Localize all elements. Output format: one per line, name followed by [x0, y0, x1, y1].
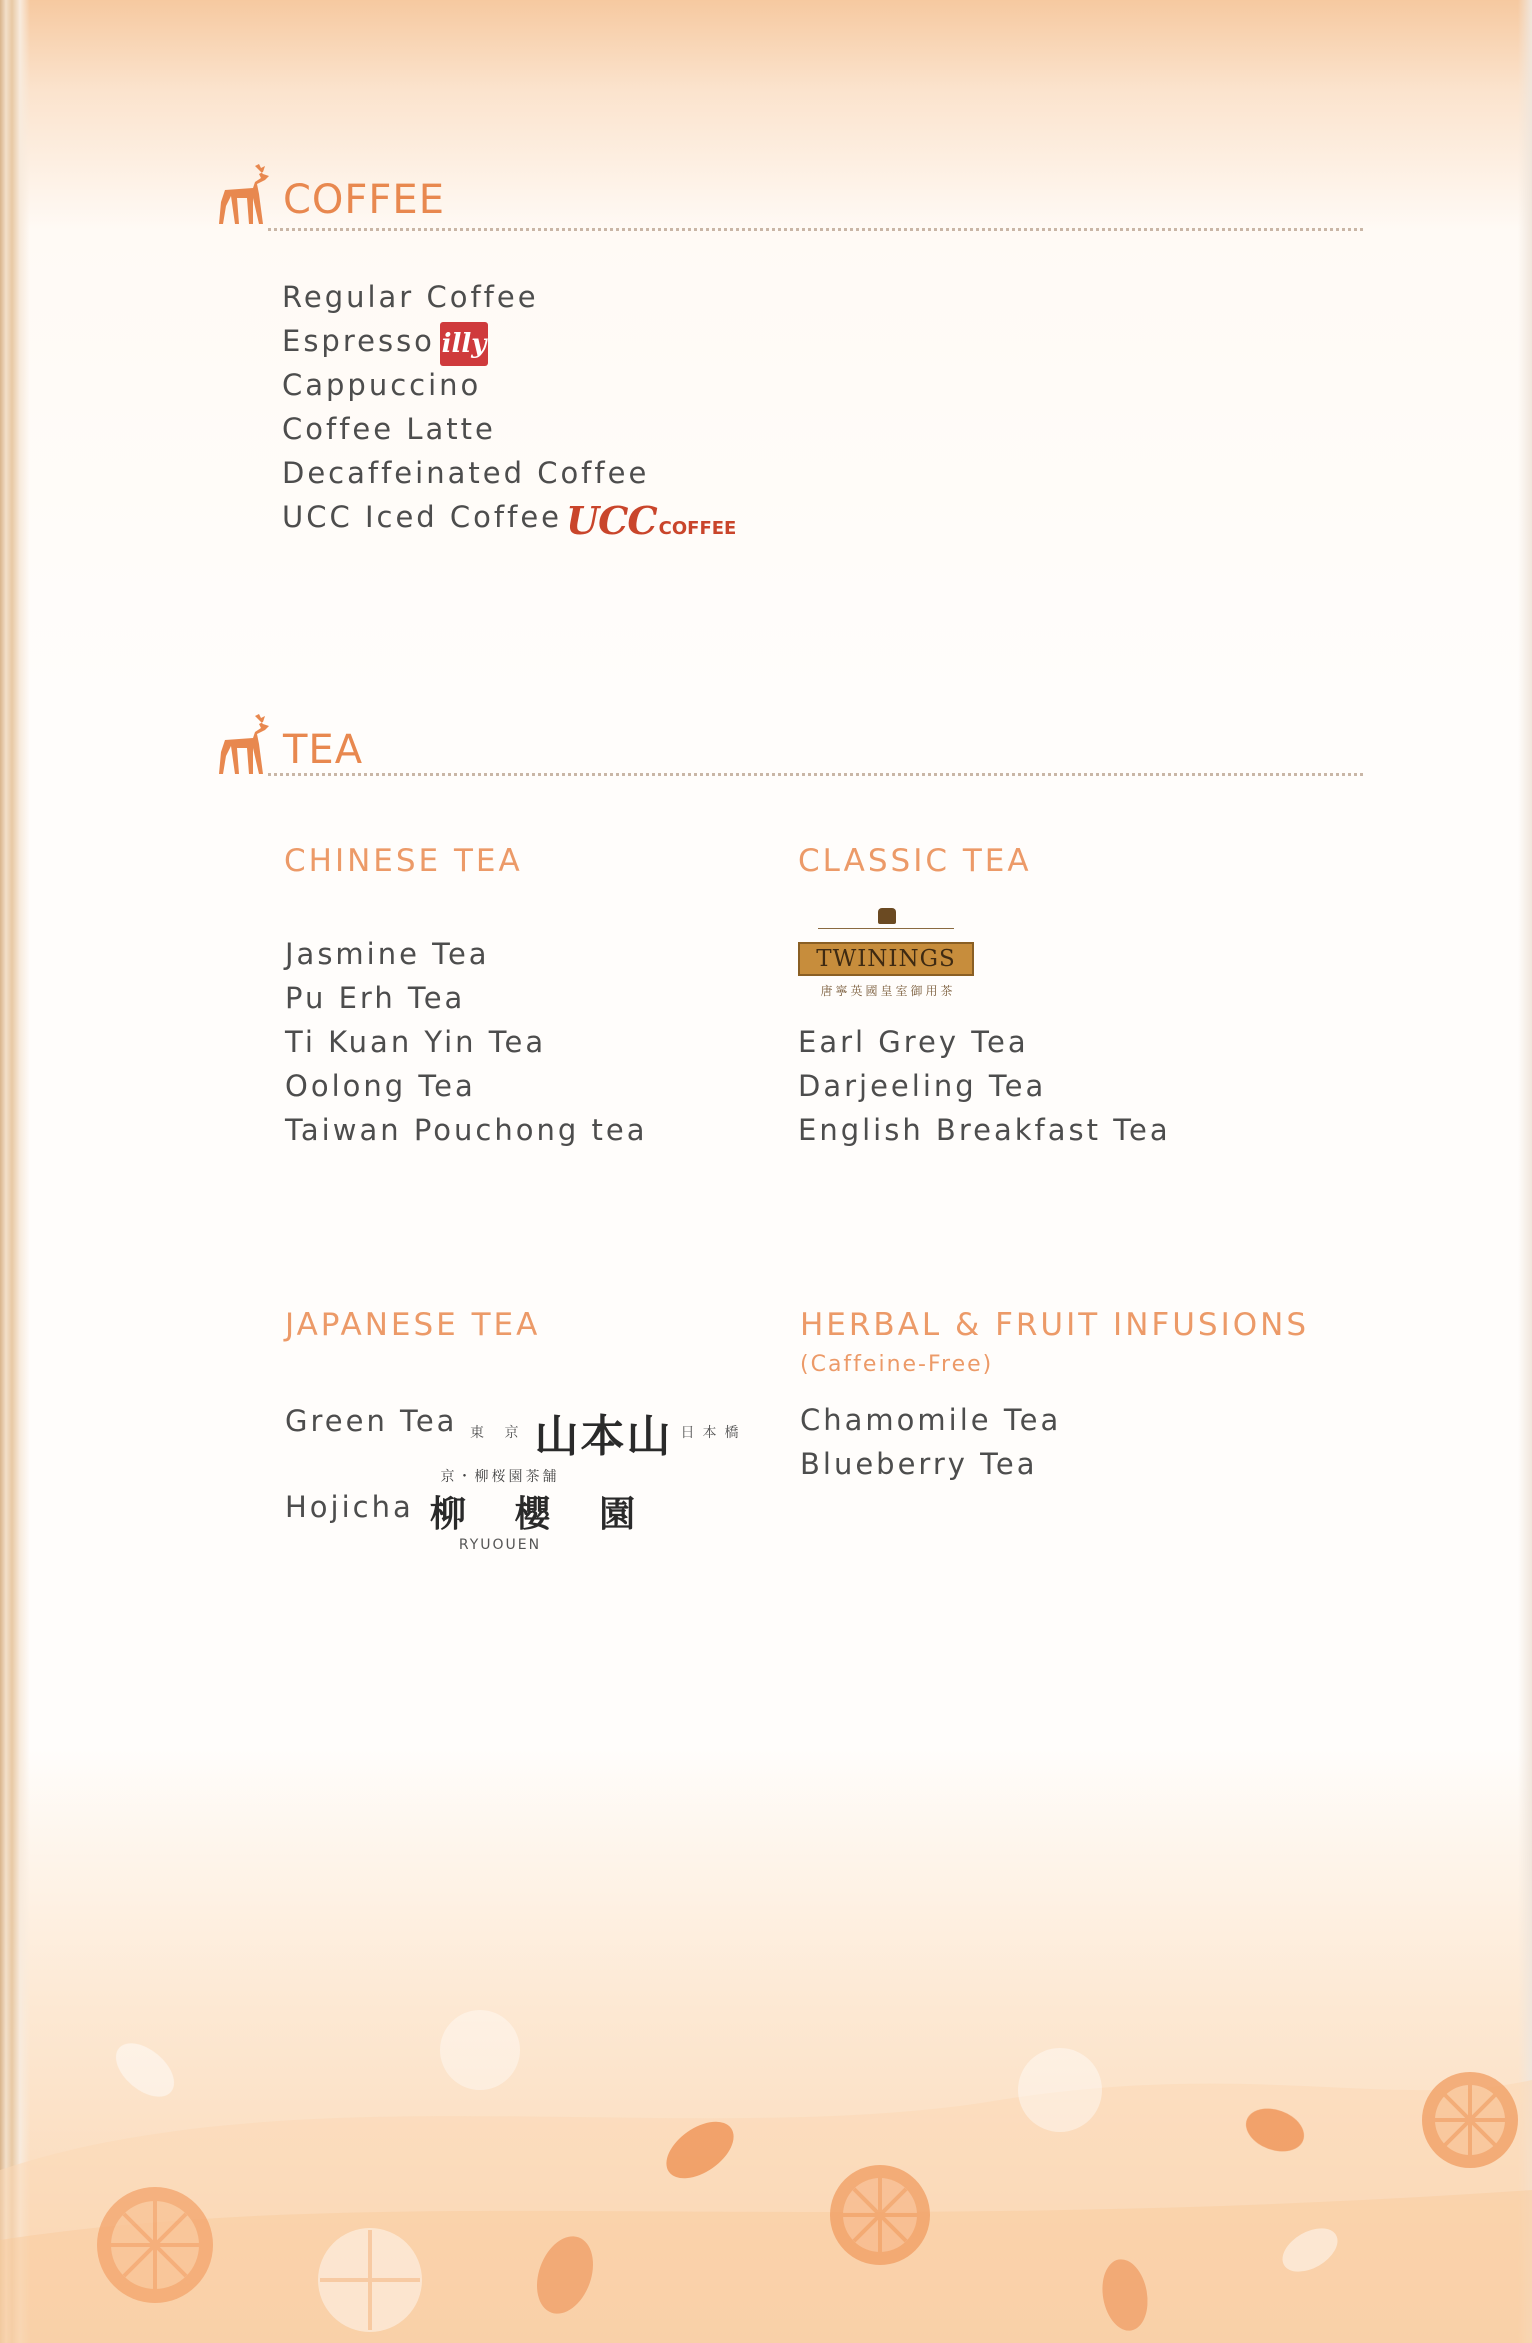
coffee-title: COFFEE — [283, 177, 445, 223]
japanese-tea-heading: JAPANESE TEA — [285, 1307, 541, 1343]
tea-divider — [268, 773, 1363, 776]
twinings-crest-icon — [878, 908, 896, 924]
classic-tea-item: English Breakfast Tea — [798, 1113, 1171, 1147]
ucc-logo-text: COFFEE — [658, 518, 737, 539]
twinings-logo-subtitle: 唐寧英國皇室御用茶 — [820, 984, 956, 998]
ryuouen-logo-main: 柳 櫻 園 — [430, 1493, 654, 1535]
herbal-tea-item: Blueberry Tea — [800, 1447, 1038, 1481]
coffee-item: UCC Iced Coffee — [282, 500, 563, 534]
ryuouen-logo — [420, 1466, 654, 1553]
coffee-divider — [268, 228, 1363, 231]
ryuouen-logo-top: 京・柳桜園茶舗 — [440, 1469, 560, 1485]
illy-logo: illy — [440, 322, 488, 366]
coffee-item: Regular Coffee — [282, 280, 539, 314]
coffee-item: Cappuccino — [282, 368, 482, 402]
ucc-logo-mark: UCC — [566, 498, 657, 543]
twinings-rule — [818, 928, 954, 931]
ucc-logo — [566, 498, 736, 543]
classic-tea-heading: CLASSIC TEA — [798, 843, 1032, 879]
coffee-section-header — [215, 162, 445, 228]
yamamotoyama-logo-main: 山本山 — [534, 1411, 673, 1462]
yamamotoyama-logo-right: 日本橋 — [680, 1425, 747, 1441]
twinings-logo-name: TWININGS — [798, 942, 974, 976]
deer-icon — [215, 712, 273, 778]
yamamotoyama-logo — [470, 1400, 746, 1464]
coffee-item: Decaffeinated Coffee — [282, 456, 650, 490]
herbal-infusions-heading: HERBAL & FRUIT INFUSIONS — [800, 1307, 1309, 1343]
tea-title: TEA — [283, 727, 364, 773]
coffee-item: Coffee Latte — [282, 412, 496, 446]
japanese-tea-item: Green Tea — [285, 1404, 458, 1438]
chinese-tea-item: Ti Kuan Yin Tea — [285, 1025, 547, 1059]
tea-section-header — [215, 712, 363, 778]
yamamotoyama-logo-left: 東 京 — [470, 1425, 527, 1441]
caffeine-free-note: (Caffeine-Free) — [800, 1352, 994, 1377]
fruit-decoration — [0, 1950, 1532, 2343]
japanese-tea-item: Hojicha — [285, 1490, 414, 1524]
classic-tea-item: Darjeeling Tea — [798, 1069, 1047, 1103]
deer-icon — [215, 162, 273, 228]
coffee-item: Espresso — [282, 324, 435, 358]
chinese-tea-item: Jasmine Tea — [285, 937, 490, 971]
chinese-tea-item: Oolong Tea — [285, 1069, 476, 1103]
chinese-tea-item: Taiwan Pouchong tea — [285, 1113, 648, 1147]
chinese-tea-heading: CHINESE TEA — [284, 843, 523, 879]
chinese-tea-item: Pu Erh Tea — [285, 981, 466, 1015]
herbal-tea-item: Chamomile Tea — [800, 1403, 1062, 1437]
twinings-logo — [798, 908, 974, 998]
ryuouen-logo-en: RYUOUEN — [458, 1537, 542, 1553]
classic-tea-item: Earl Grey Tea — [798, 1025, 1029, 1059]
